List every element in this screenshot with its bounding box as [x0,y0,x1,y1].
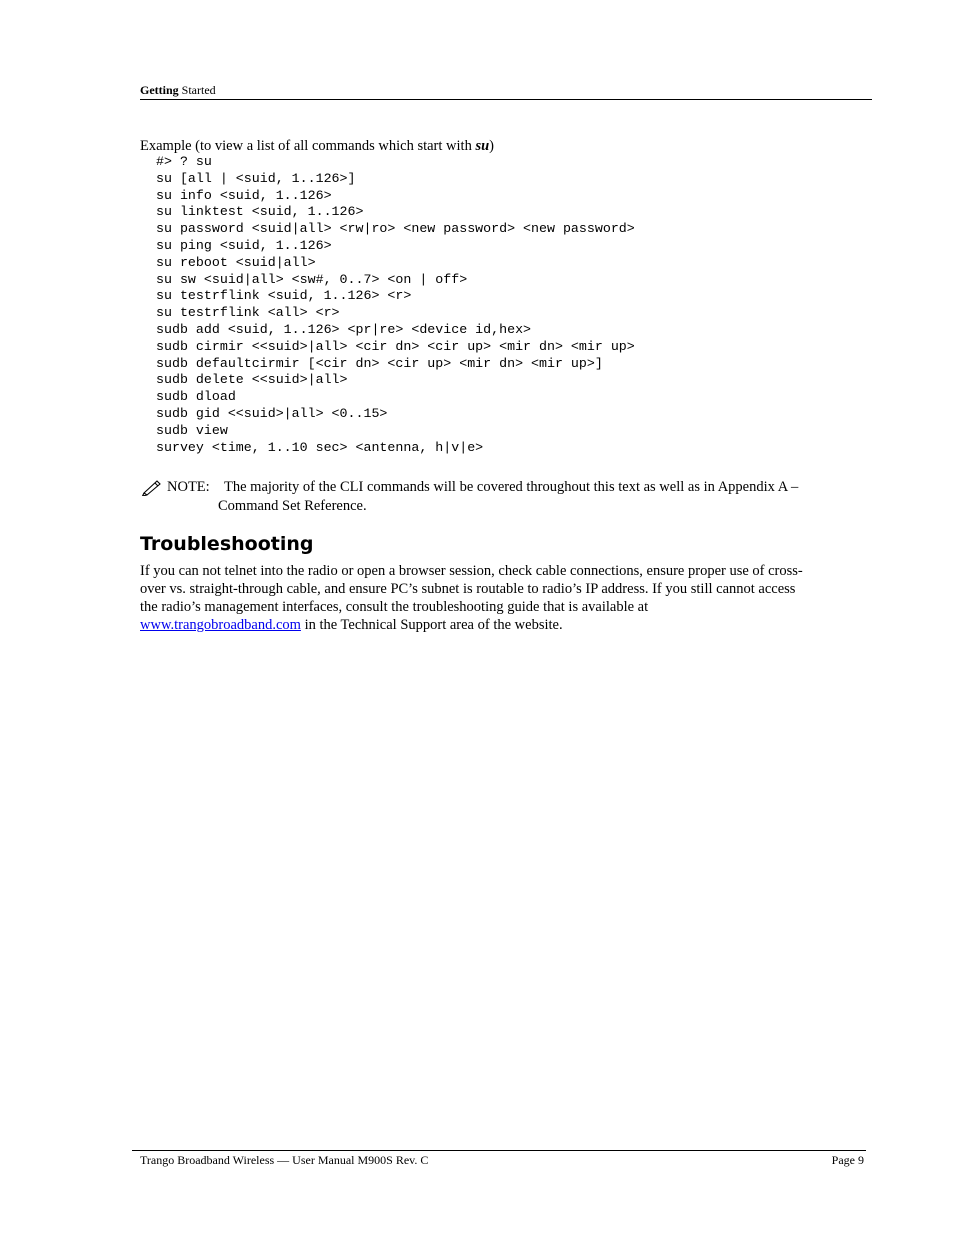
code-line: survey <time, 1..10 sec> <antenna, h|v|e> [156,439,484,455]
code-line: su testrflink <all> <r> [156,305,340,321]
note-label: NOTE: [167,479,210,495]
code-line: su ping <suid, 1..126> [156,237,332,253]
header-section-rest: Started [178,83,216,97]
pencil-icon [140,478,162,496]
paragraph-line: the radio’s management interfaces, consult the troubleshooting guide that is available at [140,599,649,615]
intro-prefix: Example (to view a list of all commands which start with [140,138,476,154]
note-text-line2: Command Set Reference. [218,498,367,514]
header-section-bold: Getting [140,83,179,97]
code-line: su reboot <suid|all> [156,254,316,270]
paragraph-line-4-rest: in the Technical Support area of the website. [300,617,563,633]
code-line: sudb gid <<suid>|all> <0..15> [156,405,388,421]
code-line: su sw <suid|all> <sw#, 0..7> <on | off> [156,271,468,287]
code-line: su linktest <suid, 1..126> [156,204,364,220]
code-example [156,154,635,456]
example-intro [140,137,494,155]
code-line: sudb add <suid, 1..126> <pr|re> <device id,hex> [156,321,532,337]
code-line: sudb cirmir <<suid>|all> <cir dn> <cir up> <mir dn> <mir up> [156,338,635,354]
paragraph-line: If you can not telnet into the radio or open a browser session, check cable connections, ensure proper use of cross- [140,563,803,579]
intro-keyword: su [475,138,490,154]
code-line: sudb dload [156,389,236,405]
troubleshooting-paragraph [140,562,872,634]
section-title: Troubleshooting [140,533,314,555]
code-line: sudb view [156,422,228,438]
page-footer [132,1150,866,1167]
code-line: su [all | <suid, 1..126>] [156,170,356,186]
page-number: Page 9 [831,1153,864,1167]
code-line: sudb defaultcirmir [<cir dn> <cir up> <mir dn> <mir up>] [156,355,603,371]
footer-title: Trango Broadband Wireless — User Manual M900S Rev. C [140,1153,429,1167]
page-header [140,83,872,100]
code-line: #> ? su [156,154,212,169]
code-line: sudb delete <<suid>|all> [156,372,348,388]
note-text-line1: The majority of the CLI commands will be covered throughout this text as well as in Appendix A – [224,479,799,495]
code-line: su testrflink <suid, 1..126> <r> [156,288,412,304]
code-line: su password <suid|all> <rw|ro> <new password> <new password> [156,221,635,237]
paragraph-line: over vs. straight-through cable, and ensure PC’s subnet is routable to radio’s IP address. If you still cannot access [140,581,796,597]
website-link[interactable]: www.trangobroadband.com [140,617,301,633]
intro-suffix: ) [489,138,495,154]
paragraph-line-4 [140,616,872,634]
code-line: su info <suid, 1..126> [156,187,332,203]
